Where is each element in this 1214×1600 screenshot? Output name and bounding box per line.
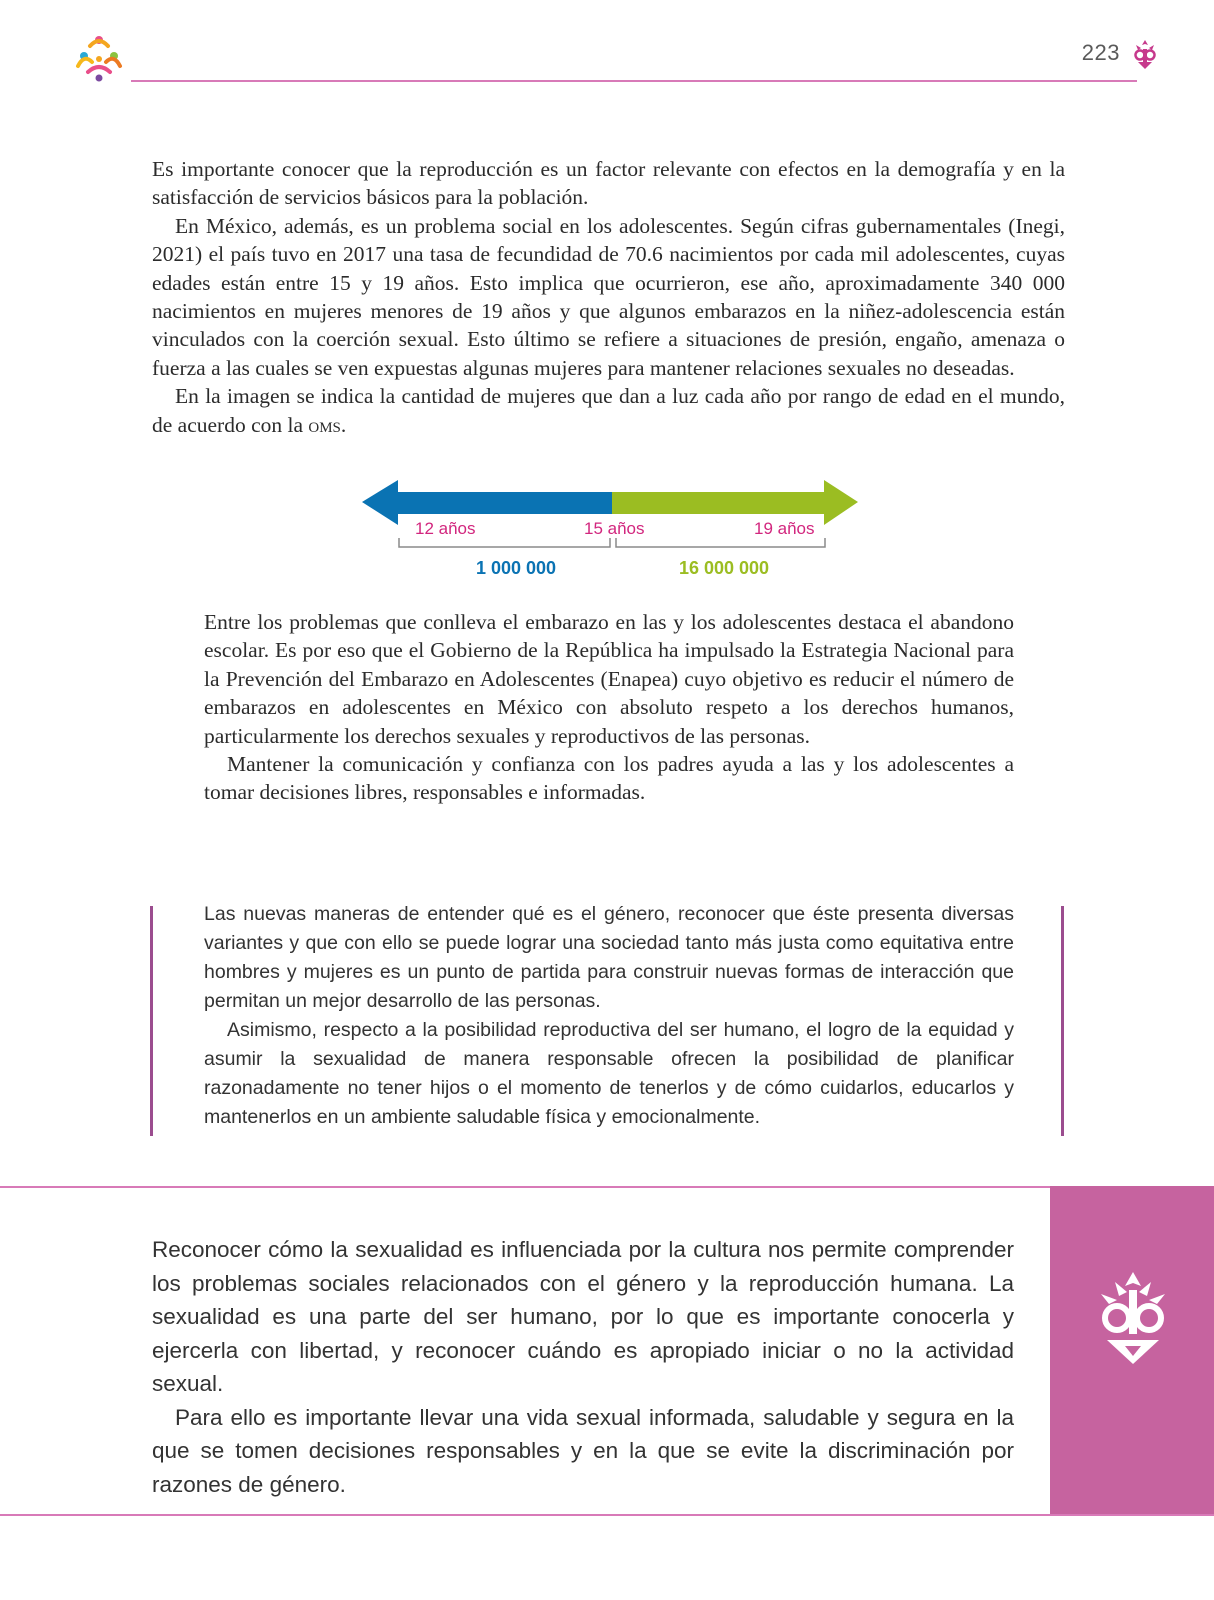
bracket-right — [616, 538, 825, 547]
green-arrow — [612, 480, 858, 525]
quote-box — [204, 900, 1014, 1132]
intro-section — [152, 155, 1065, 439]
header-rule — [131, 80, 1137, 82]
oms-abbreviation: oms — [308, 412, 341, 437]
page-number: 223 — [1081, 40, 1120, 65]
age-12-label: 12 años — [415, 519, 476, 538]
closing-paragraph-2: Para ello es importante llevar una vida sexual informada, saludable y segura en la que se tomen decisiones responsables y en la que se evite la discriminación por razones de género. — [152, 1404, 1014, 1497]
quote-left-bar — [150, 906, 153, 1136]
bracket-left — [399, 538, 610, 547]
colorful-figures-logo-icon — [72, 32, 126, 86]
problems-paragraph-2: Mantener la comunicación y confianza con los padres ayuda a las y los adolescentes a tomar decisiones libres, responsables e informadas. — [204, 752, 1014, 805]
count-15-19-label: 16 000 000 — [678, 558, 770, 578]
intro-paragraph-3-text: En la imagen se indica la cantidad de mujeres que dan a luz cada año por rango de edad en el mundo, de acuerdo con la — [152, 384, 1065, 437]
closing-section — [152, 1233, 1014, 1501]
quote-paragraph-2: Asimismo, respecto a la posibilidad reproductiva del ser humano, el logro de la equidad y asumir la sexualidad de manera responsable ofrecen la posibilidad de planificar razonadamente no tener hijos o el momento de tenerlos y de cómo cuidarlos, educarlos y mantenerlos en un ambiente saludable física y emocionalmente. — [204, 1019, 1014, 1128]
quote-paragraph-1: Las nuevas maneras de entender qué es el género, reconocer que éste presenta diversas variantes y que con ello se puede lograr una sociedad tanto más justa como equitativa entre hombres y mujeres es un punto de partida para construir nuevas formas de interacción que permitan un mejor desarrollo de las personas. — [204, 903, 1014, 1012]
closing-paragraph-1: Reconocer cómo la sexualidad es influenciada por la cultura nos permite comprender los problemas sociales relacionados con el género y la reproducción humana. La sexualidad es una parte del ser humano, por lo que es importante conocerla y ejercerla con libertad, y reconocer cuándo es apropiado iniciar o no la actividad sexual. — [152, 1237, 1014, 1396]
intro-paragraph-3 — [152, 382, 1065, 439]
problems-section — [204, 608, 1014, 807]
problems-paragraph-1: Entre los problemas que conlleva el embarazo en las y los adolescentes destaca el abandono escolar. Es por eso que el Gobierno de la República ha impulsado la Estrategia Nacional para la Prevención del Embarazo en Adolescentes (Enapea) cuyo objetivo es reducir el número de embarazos en adolescentes en México con absoluto respeto a los derechos humanos, particularmente los derechos sexuales y reproductivos de las personas. — [204, 610, 1014, 748]
closing-top-rule — [0, 1186, 1050, 1188]
age-15-label: 15 años — [584, 519, 645, 538]
flower-emblem-icon — [1097, 1272, 1169, 1364]
blue-arrow — [362, 480, 612, 525]
flower-ornament-icon — [1132, 38, 1158, 70]
age-19-label: 19 años — [754, 519, 815, 538]
age-range-diagram — [362, 480, 882, 595]
intro-paragraph-2: En México, además, es un problema social en los adolescentes. Según cifras gubernamentales (Inegi, 2021) el país tuvo en 2017 una tasa de fecundidad de 70.6 nacimientos por cada mil adolescentes, cuyas edades están entre 15 y 19 años. Esto implica que ocurrieron, ese año, aproximadamente 340 000 nacimientos en mujeres menores de 19 años y que algunos embarazos en la niñez-adolescencia están vinculados con la coerción sexual. Esto último se refiere a situaciones de presión, engaño, amenaza o fuerza a las cuales se ven expuestas algunas mujeres para mantener relaciones sexuales no deseadas. — [152, 213, 1065, 380]
intro-paragraph-3-end: . — [340, 412, 347, 437]
count-12-15-label: 1 000 000 — [475, 558, 557, 578]
quote-right-bar — [1061, 906, 1064, 1136]
intro-paragraph-1: Es importante conocer que la reproducción es un factor relevante con efectos en la demografía y en la satisfacción de servicios básicos para la población. — [152, 157, 1065, 210]
closing-bottom-rule — [0, 1514, 1214, 1516]
